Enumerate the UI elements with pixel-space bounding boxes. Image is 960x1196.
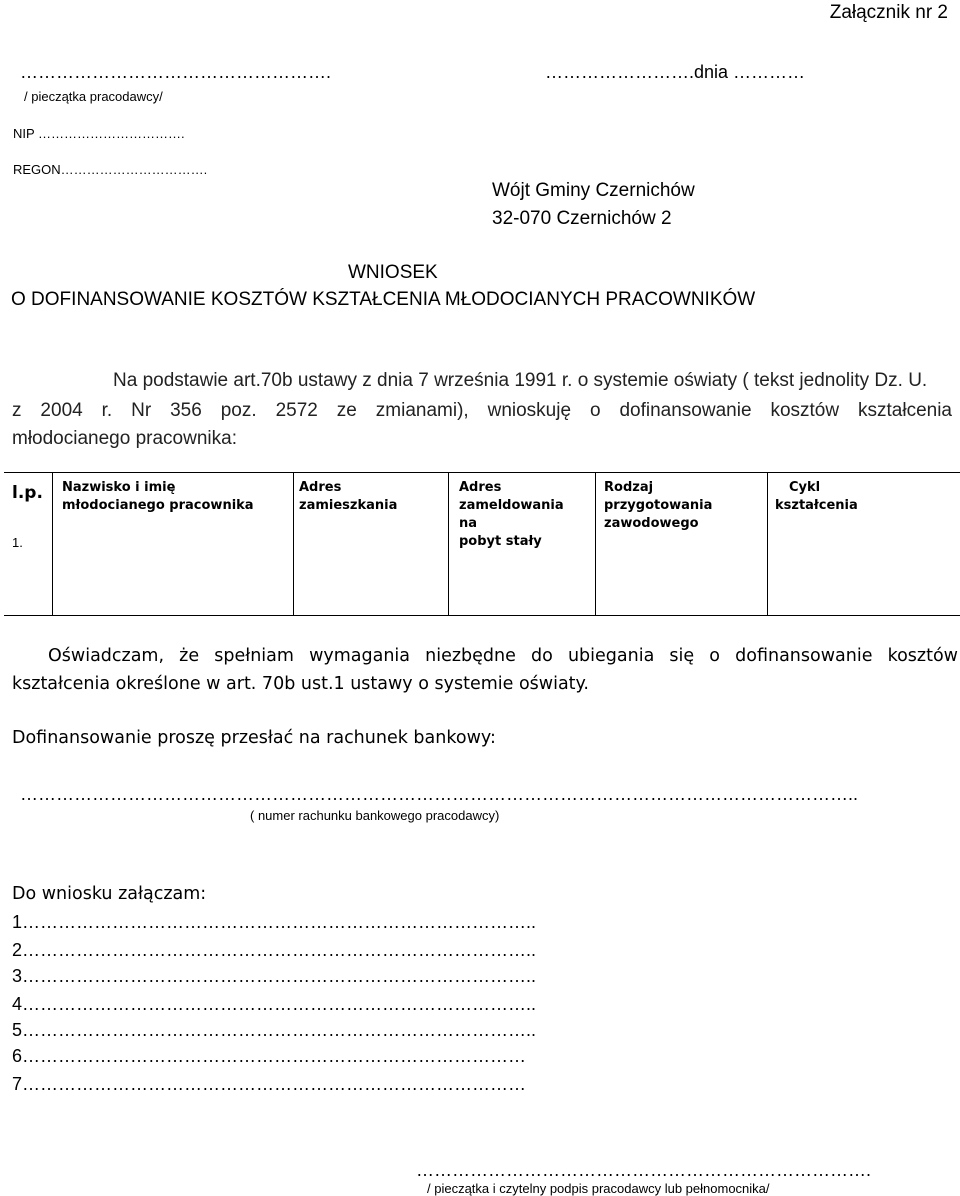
registered-line-3: pobyt stały bbox=[459, 534, 542, 549]
column-header-name: Nazwisko i imię młodocianego pracownika bbox=[62, 480, 254, 513]
document-title: WNIOSEK bbox=[348, 262, 438, 283]
row-number: 1. bbox=[12, 535, 23, 550]
column-header-training bbox=[604, 479, 756, 533]
apprentice-table bbox=[4, 472, 960, 616]
regon-field: REGON……………………………. bbox=[13, 162, 208, 177]
document-subtitle: O DOFINANSOWANIE KOSZTÓW KSZTAŁCENIA MŁODOCIANYCH PRACOWNIKÓW bbox=[11, 289, 756, 310]
column-header-cycle bbox=[775, 479, 875, 515]
table-divider bbox=[448, 473, 449, 615]
attachment-line: 1………………………………………………………………………….. bbox=[12, 912, 537, 932]
table-divider bbox=[52, 473, 53, 615]
intro-line-2: z 2004 r. Nr 356 poz. 2572 ze zmianami), wnioskuję o dofinansowanie kosztów kształcenia bbox=[12, 400, 952, 421]
table-divider bbox=[767, 473, 768, 615]
column-header-registered bbox=[459, 479, 584, 551]
column-header-lp: l.p. bbox=[12, 483, 43, 503]
cycle-line-1: Cykl bbox=[789, 480, 821, 495]
signature-label: / pieczątka i czytelny podpis pracodawcy lub pełnomocnika/ bbox=[427, 1181, 770, 1196]
intro-line-3: młodocianego pracownika: bbox=[12, 428, 237, 449]
attachment-line: 5………………………………………………………………………….. bbox=[12, 1020, 537, 1040]
signature-dots: …………………………………………………………………. bbox=[416, 1160, 872, 1180]
recipient-name: Wójt Gminy Czernichów bbox=[492, 180, 695, 201]
intro-line-1: Na podstawie art.70b ustawy z dnia 7 września 1991 r. o systemie oświaty ( tekst jednolity Dz. U. bbox=[113, 370, 928, 391]
stamp-label: / pieczątka pracodawcy/ bbox=[24, 89, 163, 104]
attachment-line: 7………………………………………………………………………… bbox=[12, 1074, 527, 1094]
cycle-line-2: kształcenia bbox=[775, 498, 858, 513]
statement-line-1: Oświadczam, że spełniam wymagania niezbędne do ubiegania się o dofinansowanie kosztów bbox=[48, 646, 958, 666]
training-line-1: Rodzaj przygotowania bbox=[604, 480, 713, 513]
attachment-line: 4………………………………………………………………………….. bbox=[12, 994, 537, 1014]
registered-line-1: Adres bbox=[459, 480, 502, 495]
bank-account-dots: ………………………………………………………………………………………………………………………….. bbox=[20, 784, 859, 804]
table-divider bbox=[293, 473, 294, 615]
attachment-line: 3………………………………………………………………………….. bbox=[12, 966, 537, 986]
statement-line-2: kształcenia określone w art. 70b ust.1 ustawy o systemie oświaty. bbox=[12, 674, 589, 694]
column-header-address: Adres zamieszkania bbox=[299, 480, 398, 513]
recipient-address: 32-070 Czernichów 2 bbox=[492, 208, 672, 229]
attachment-line: 2………………………………………………………………………….. bbox=[12, 940, 537, 960]
date-line: …………………….dnia ………… bbox=[545, 62, 806, 82]
bank-account-caption: ( numer rachunku bankowego pracodawcy) bbox=[250, 808, 500, 823]
nip-field: NIP ……………………………. bbox=[13, 126, 185, 141]
attachment-line: 6………………………………………………………………………… bbox=[12, 1046, 527, 1066]
training-line-2: zawodowego bbox=[604, 516, 699, 531]
table-divider bbox=[595, 473, 596, 615]
registered-line-2: zameldowania na bbox=[459, 498, 564, 531]
attachments-label: Do wniosku załączam: bbox=[12, 884, 207, 904]
annex-label: Załącznik nr 2 bbox=[829, 2, 948, 23]
bank-account-label: Dofinansowanie proszę przesłać na rachunek bankowy: bbox=[12, 728, 496, 748]
stamp-dots: ……………………………………………. bbox=[20, 62, 332, 82]
